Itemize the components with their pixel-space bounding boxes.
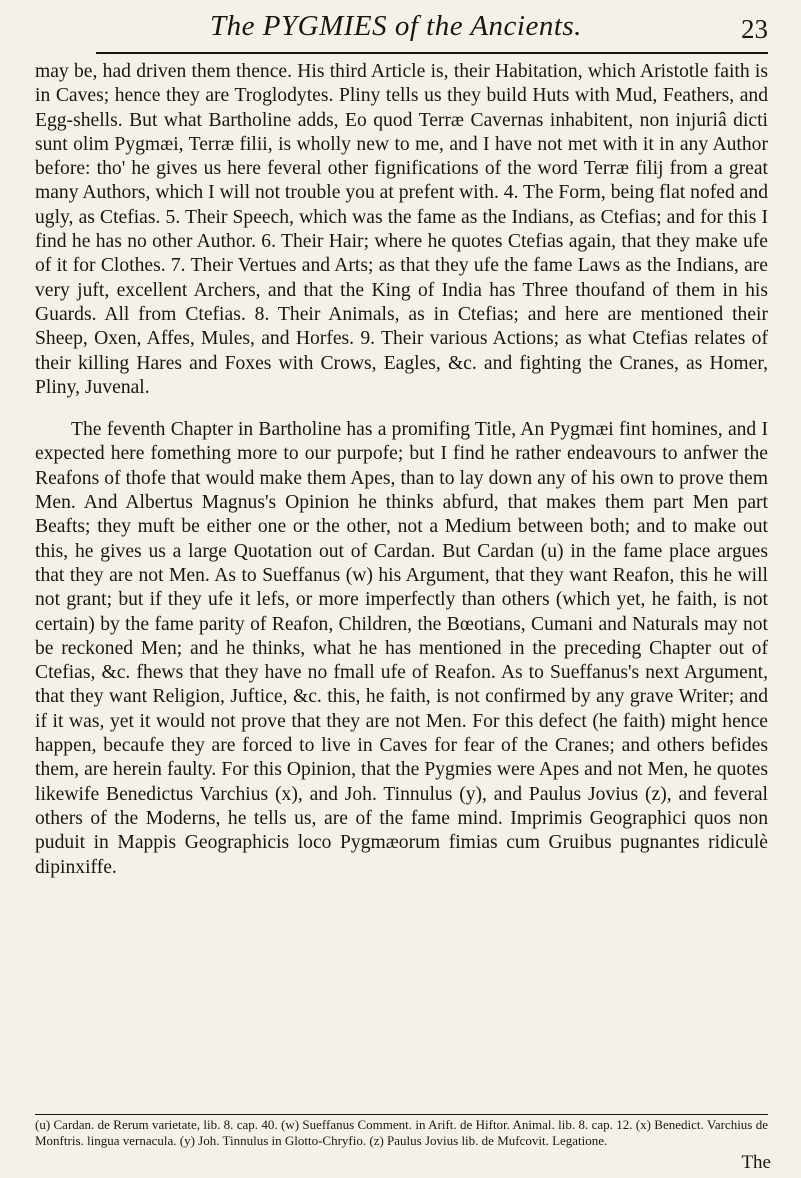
catchword: The xyxy=(741,1152,771,1173)
paragraph-1: may be, had driven them thence. His third Article is, their Habitation, which Aristotle faith is in Caves; hence they are Troglodytes. Pliny tells us they build Huts with Mud, Feathers, and Egg-shells. But what Bartholine adds, Eo quod Terræ Cavernas inhabitent, non injuriâ dicti sunt olim Pygmæi, Terræ filii, is wholly new to me, and I have not met with it in any Author before: tho' he gives us here feveral other fignifications of the word Terræ filij from a great many Authors, which I will not trouble you at prefent with. 4. The Form, being flat nofed and ugly, as Ctefias. 5. Their Speech, which was the fame as the Indians, as Ctefias; and for this I find he has no other Author. 6. Their Hair; where he quotes Ctefias again, that they make ufe of it for Clothes. 7. Their Vertues and Arts; as that they ufe the fame Laws as the Indians, are very juft, excellent Archers, and that the King of India has Three thoufand of them in his Guards. All from Ctefias. 8. Their Animals, as in Ctefias; and here are mentioned their Sheep, Oxen, Affes, Mules, and Horfes. 9. Their various Actions; as what Ctefias relates of their killing Hares and Foxes with Crows, Eagles, &c. and fighting the Cranes, as Homer, Pliny, Juvenal. xyxy=(35,61,768,398)
paragraph-gap xyxy=(35,400,768,418)
running-title: The PYGMIES of the Ancients. xyxy=(210,10,582,42)
footnotes: (u) Cardan. de Rerum varietate, lib. 8. cap. 40. (w) Sueffanus Comment. in Arift. de Hiftor. Animal. lib. 8. cap. 12. (x) Benedict. Varchius de Monftris. lingua vernacula. (y) Joh. Tinnulus in Glotto-Chryfio. (z) Paulus Jovius lib. de Mufcovit. Legatione. xyxy=(35,1117,768,1148)
header-rule xyxy=(96,52,768,54)
footnote-rule xyxy=(35,1114,768,1115)
body-text xyxy=(35,60,768,880)
paragraph-2: The feventh Chapter in Bartholine has a promifing Title, An Pygmæi fint homines, and I expected here fomething more to our purpofe; but I find he rather endeavours to anfwer the Reafons of thofe that would make them Apes, than to lay down any of his own to prove them Men. And Albertus Magnus's Opinion he thinks abfurd, that makes them part Men part Beafts; they muft be either one or the other, not a Medium between both; and to make out this, he gives us a large Quotation out of Cardan. But Cardan (u) in the fame place argues that they are not Men. As to Sueffanus (w) his Argument, that they want Reafon, this he will not grant; but if they ufe it lefs, or more imperfectly than others (which yet, he faith, is not certain) by the fame parity of Reafon, Children, the Bœotians, Cumani and Naturals may not be reckoned Men; and he thinks, what he has mentioned in the preceding Chapter out of Ctefias, &c. fhews that they have no fmall ufe of Reafon. As to Sueffanus's next Argument, that they want Religion, Juftice, &c. this, he faith, is not confirmed by any grave Writer; and if it was, yet it would not prove that they are not Men. For this defect (he faith) might hence happen, becaufe they are forced to live in Caves for fear of the Cranes; and others befides them, are herein faulty. For this Opinion, that the Pygmies were Apes and not Men, he quotes likewife Benedictus Varchius (x), and Joh. Tinnulus (y), and Paulus Jovius (z), and feveral others of the Moderns, he tells us, are of the fame mind. Imprimis Geographici quos non puduit in Mappis Geographicis loco Pygmæorum fimias cum Gruibus pugnantes ridiculè dipinxiffe. xyxy=(35,419,768,878)
page-header xyxy=(96,10,768,56)
page-number: 23 xyxy=(741,14,768,44)
